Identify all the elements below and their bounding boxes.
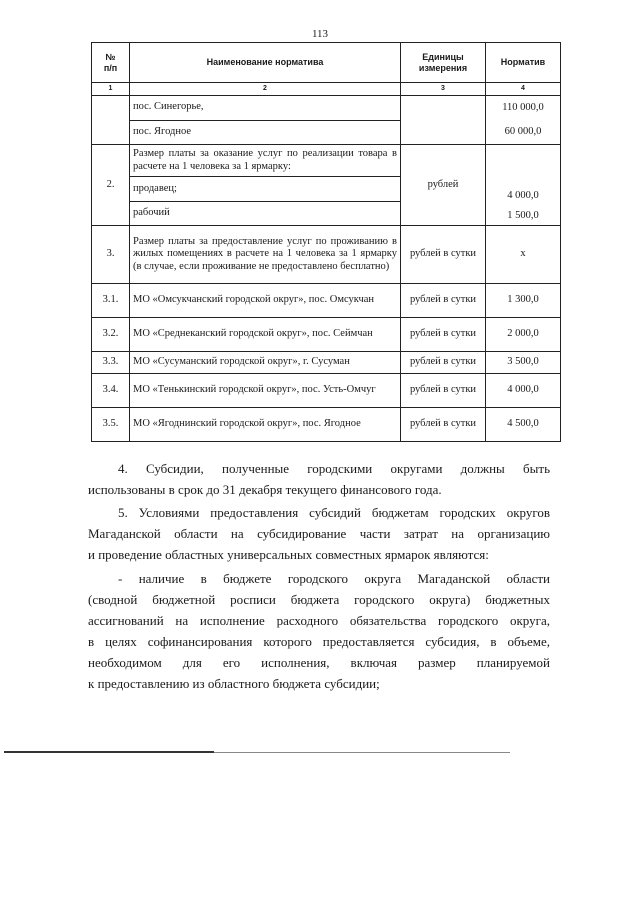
row-unit: рублей [401,145,486,226]
paragraph-line: необходимом для его исполнения, включая размер планируемой [88,655,550,670]
row-num: 3.5. [92,408,130,442]
row-value: 4 000,0 [507,189,539,201]
row-num: 3.2. [92,318,130,352]
row-name: МО «Омсукчанский городской округ», пос. Омсукчан [130,284,401,318]
row-name: МО «Сусуманский городской округ», г. Сусуман [130,352,401,374]
row-value-cell [486,145,561,226]
row-value-cell [486,96,561,145]
header-num: № п/п [92,43,130,83]
table-row [92,408,561,442]
row-num: 2. [92,145,130,226]
row-unit: рублей в сутки [401,352,486,374]
bottom-rule-thin [214,752,510,753]
column-number-row [92,83,561,96]
row-name: пос. Синегорье, [130,96,401,121]
row-value: 1 300,0 [486,284,561,318]
row-name: МО «Среднеканский городской округ», пос. Сеймчан [130,318,401,352]
row-name: МО «Ягоднинский городской округ», пос. Ягодное [130,408,401,442]
row-name: МО «Тенькинский городской округ», пос. Усть-Омчуг [130,374,401,408]
row-num: 3.4. [92,374,130,408]
paragraph-line: использованы в срок до 31 декабря текущего финансового года. [88,482,442,497]
paragraph-line: и проведение областных универсальных совместных ярмарок являются: [88,547,489,562]
paragraph-6 [88,568,550,694]
row-unit: рублей в сутки [401,318,486,352]
row-num-cell [92,96,130,145]
row-value: 3 500,0 [486,352,561,374]
row-name: пос. Ягодное [130,120,401,145]
row-value: 110 000,0 [502,101,544,113]
column-number: 1 [92,83,130,96]
page-number: 113 [311,28,329,40]
paragraph-line: 5. Условиями предоставления субсидий бюджетам городских округов [118,505,550,520]
row-name: Размер платы за предоставление услуг по проживанию в жилых помещениях в расчете на 1 человека за 1 ярмарку (в случае, если проживание не предоставлено бесплатно) [130,226,401,284]
paragraph-4 [88,458,550,500]
row-num: 3. [92,226,130,284]
row-value: х [486,226,561,284]
table-row [92,352,561,374]
table-row [92,284,561,318]
paragraph-line: к предоставлению из областного бюджета субсидии; [88,676,380,691]
row-value: 60 000,0 [504,125,542,137]
paragraph-line: 4. Субсидии, полученные городскими округами должны быть [118,461,550,476]
table-row [92,96,561,121]
row-unit: рублей в сутки [401,284,486,318]
header-unit: Единицы измерения [401,43,486,83]
norms-table [91,42,561,442]
row-num: 3.3. [92,352,130,374]
paragraph-line: в целях софинансирования которого предоставляется субсидия, в объеме, [88,634,550,649]
bottom-rule [4,751,214,753]
row-value: 1 500,0 [507,210,539,222]
row-name: Размер платы за оказание услуг по реализации товара в расчете на 1 человека за 1 ярмарку: [130,145,401,177]
paragraph-line: ассигнований на исполнение расходного обязательства городского округа, [88,613,550,628]
row-value: 4 000,0 [486,374,561,408]
column-number: 2 [130,83,401,96]
row-num: 3.1. [92,284,130,318]
row-value: 4 500,0 [486,408,561,442]
column-number: 3 [401,83,486,96]
row-unit: рублей в сутки [401,408,486,442]
table-row [92,145,561,177]
paragraph-line: (сводной бюджетной росписи бюджета городского округа) бюджетных [88,592,550,607]
paragraph-5 [88,502,550,565]
header-row [92,43,561,83]
table-row [92,374,561,408]
paragraph-line: Магаданской области на субсидирование части затрат на организацию [88,526,550,541]
paragraph-line: - наличие в бюджете городского округа Магаданской области [118,571,550,586]
row-unit: рублей в сутки [401,374,486,408]
row-name: продавец; [130,177,401,201]
table-row [92,226,561,284]
row-value: 2 000,0 [486,318,561,352]
header-value: Норматив [486,43,561,83]
column-number: 4 [486,83,561,96]
table-row [92,318,561,352]
header-name: Наименование норматива [130,43,401,83]
row-name: рабочий [130,201,401,225]
row-unit: рублей в сутки [401,226,486,284]
row-unit-cell [401,96,486,145]
